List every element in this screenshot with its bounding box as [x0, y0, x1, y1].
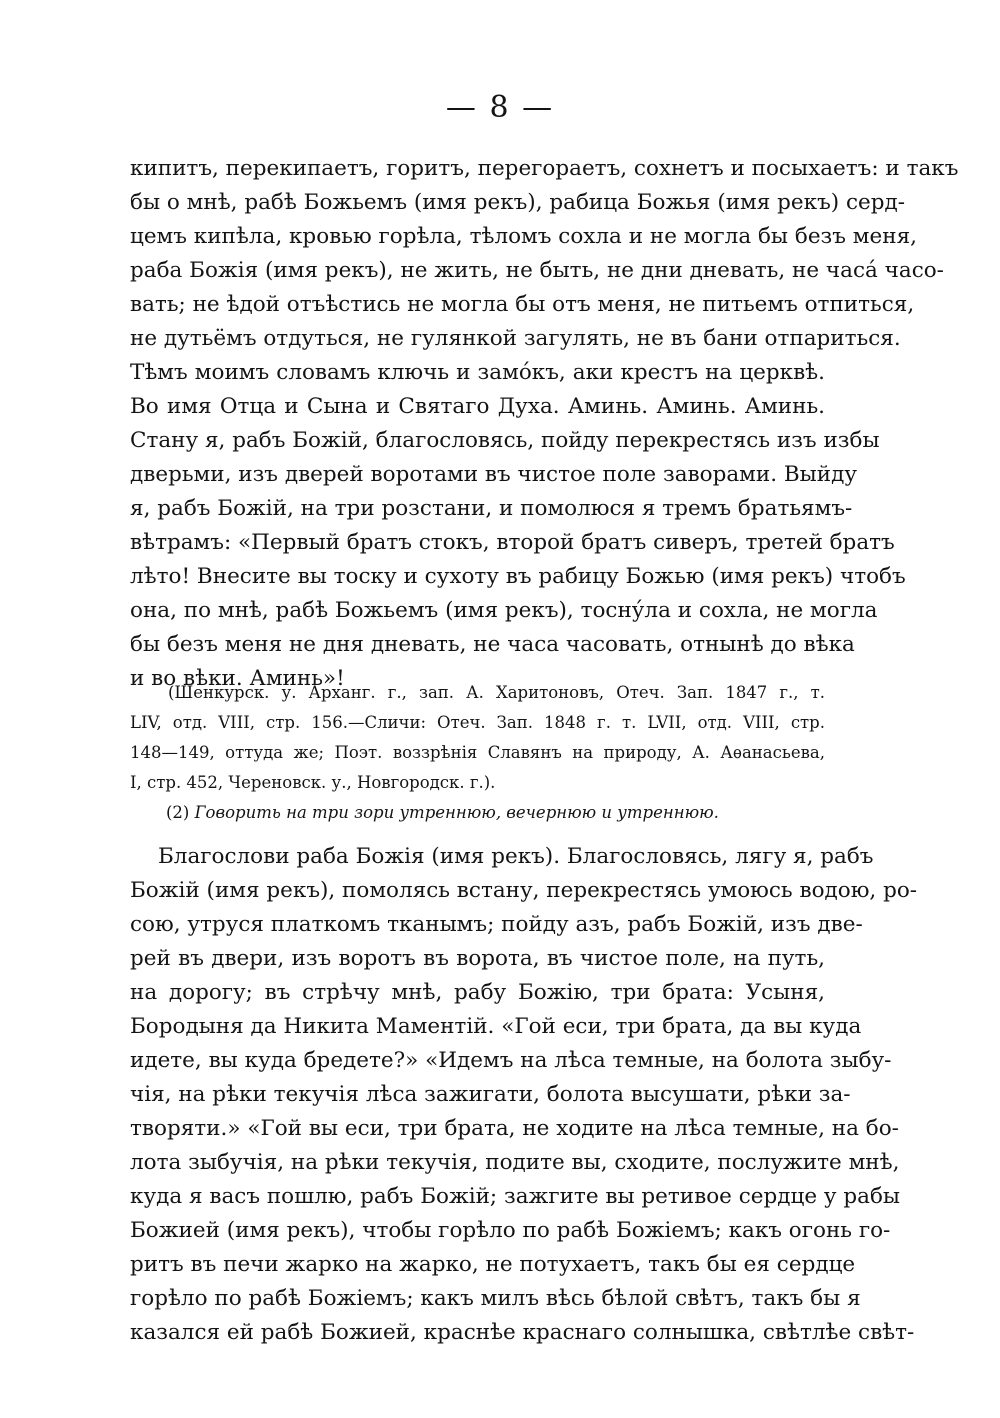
text-line: не дутьёмъ отдуться, не гулянкой загулять, не въ бани отпариться. [130, 326, 901, 351]
text-line: Божией (имя рекъ), чтобы горѣло по рабѣ Божіемъ; какъ огонь го- [130, 1218, 891, 1243]
section-heading-text: Говорить на три зори утреннюю, вечернюю и утреннюю. [194, 803, 719, 822]
text-line: цемъ кипѣла, кровью горѣла, тѣломъ сохла и не могла бы безъ меня, [130, 224, 917, 249]
text-line: и во вѣки. Аминь»! [130, 666, 345, 691]
text-line: лота зыбучія, на рѣки текучія, подите вы, сходите, послужите мнѣ, [130, 1150, 900, 1175]
text-line: ритъ въ печи жарко на жарко, не потухаетъ, такъ бы ея сердце [130, 1252, 856, 1277]
citation-note [130, 678, 825, 798]
text-line: Во имя Отца и Сына и Святаго Духа. Аминь. Аминь. Аминь. [130, 394, 825, 419]
text-line: на дорогу; въ стрѣчу мнѣ, рабу Божію, три брата: Усыня, [130, 980, 825, 1005]
citation-line: LIV, отд. VIII, стр. 156.—Сличи: Отеч. Зап. 1848 г. т. LVII, отд. VIII, стр. [130, 713, 825, 732]
main-text-block-1 [130, 152, 959, 696]
text-line: бы о мнѣ, рабѣ Божьемъ (имя рекъ), рабица Божья (имя рекъ) серд- [130, 190, 906, 215]
text-line: идете, вы куда бредете?» «Идемъ на лѣса темные, на болота зыбу- [130, 1048, 892, 1073]
main-text-block-2 [130, 840, 918, 1350]
section-heading [166, 798, 719, 828]
text-line: раба Божія (имя рекъ), не жить, не быть, не дни дневать, не часа́ часо- [130, 258, 944, 283]
text-line: горѣло по рабѣ Божіемъ; какъ милъ вѣсь бѣлой свѣтъ, такъ бы я [130, 1286, 861, 1311]
text-line: рей въ двери, изъ воротъ въ ворота, въ чистое поле, на путь, [130, 946, 825, 971]
text-line: дверьми, изъ дверей воротами въ чистое поле заворами. Выйду [130, 462, 858, 487]
text-line: Божій (имя рекъ), помолясь встану, перекрестясь умоюсь водою, ро- [130, 878, 918, 903]
text-line: казался ей рабѣ Божией, краснѣе краснаго солнышка, свѣтлѣе свѣт- [130, 1320, 915, 1345]
citation-line: I, стр. 452, Череновск. у., Новгородск. г.). [130, 773, 496, 792]
text-line: Благослови раба Божія (имя рекъ). Благословясь, лягу я, рабъ [158, 844, 874, 869]
text-line: бы безъ меня не дня дневать, не часа часовать, отнынѣ до вѣка [130, 632, 855, 657]
text-line: куда я васъ пошлю, рабъ Божій; зажгите вы ретивое сердце у рабы [130, 1184, 901, 1209]
text-line: вѣтрамъ: «Первый братъ стокъ, второй братъ сиверъ, третей братъ [130, 530, 895, 555]
page-number: — 8 — [445, 90, 555, 125]
citation-line: (Шенкурск. у. Арханг. г., зап. А. Харитоновъ, Отеч. Зап. 1847 г., т. [168, 683, 825, 702]
text-line: творяти.» «Гой вы еси, три брата, не ходите на лѣса темные, на бо- [130, 1116, 899, 1141]
text-line: лѣто! Внесите вы тоску и сухоту въ рабицу Божью (имя рекъ) чтобъ [130, 564, 906, 589]
text-line: чія, на рѣки текучія лѣса зажигати, болота высушати, рѣки за- [130, 1082, 851, 1107]
text-line: Бородыня да Никита Маментій. «Гой еси, три брата, да вы куда [130, 1014, 862, 1039]
citation-line: 148—149, оттуда же; Поэт. воззрѣнія Славянъ на природу, А. Аѳанасьева, [130, 743, 825, 762]
text-line: сою, утруся платкомъ тканымъ; пойду азъ, рабъ Божій, изъ две- [130, 912, 863, 937]
section-number: (2) [166, 803, 190, 822]
text-line: кипитъ, перекипаетъ, горитъ, перегораетъ, сохнетъ и посыхаетъ: и такъ [130, 156, 959, 181]
text-line: вать; не ѣдой отъѣстись не могла бы отъ меня, не питьемъ отпиться, [130, 292, 915, 317]
text-line: она, по мнѣ, рабѣ Божьемъ (имя рекъ), тосну́ла и сохла, не могла [130, 598, 878, 623]
text-line: Тѣмъ моимъ словамъ ключь и замо́къ, аки крестъ на церквѣ. [130, 360, 825, 385]
text-line: Стану я, рабъ Божій, благословясь, пойду перекрестясь изъ избы [130, 428, 880, 453]
text-line: я, рабъ Божій, на три розстани, и помолюся я тремъ братьямъ- [130, 496, 853, 521]
